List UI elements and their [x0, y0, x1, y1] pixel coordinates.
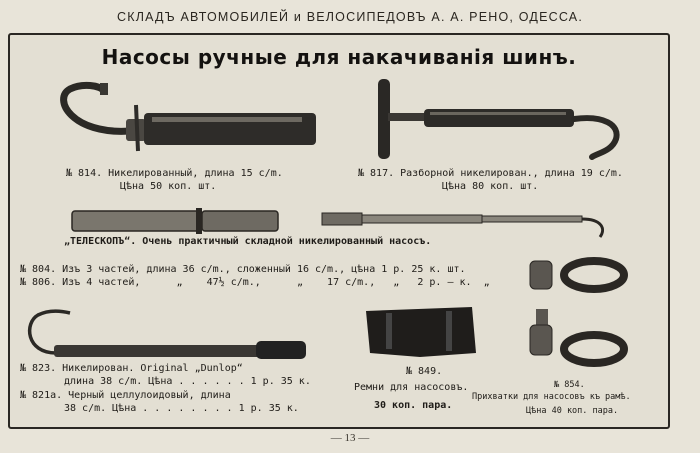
telescope-row-804: № 804. Изъ 3 частей, длина 36 с/m., сложенный 16 с/m., цѣна 1 р. 25 к. шт. [20, 264, 466, 275]
item-817-desc: № 817. Разборной никелирован., длина 19 с/m. [358, 168, 623, 179]
item-854-desc: Прихватки для насосовъ къ рамѣ. [472, 392, 631, 402]
page-title: Насосы ручные для накачиванія шинъ. [101, 45, 577, 69]
item-814-price: Цѣна 50 коп. шт. [120, 181, 217, 192]
item-854-price: Цѣна 40 коп. пара. [526, 406, 619, 416]
item-817-price: Цѣна 80 коп. шт. [442, 181, 539, 192]
pump-817-illustration [372, 73, 632, 165]
page-number: — 13 — [330, 432, 370, 444]
item-854-number: № 854. [554, 380, 585, 390]
telescope-pump-illustration [70, 205, 285, 237]
item-849-price: 30 коп. пара. [374, 400, 453, 411]
item-823-price: длина 38 с/m. Цѣна . . . . . . 1 р. 35 к. [64, 376, 311, 387]
pump-814-illustration [52, 79, 322, 159]
pump-straps-849-illustration [360, 303, 480, 361]
item-849-desc: Ремни для насосовъ. [354, 382, 469, 393]
frame-clamps-854-illustration [522, 253, 632, 379]
item-821a-price: 38 с/m. Цѣна . . . . . . . . 1 р. 35 к. [64, 403, 299, 414]
item-821a-desc: № 821а. Черный целлулоидовый, длина [20, 390, 231, 401]
telescope-heading: „ТЕЛЕСКОПЪ“. Очень практичный складной никелированный насосъ. [64, 236, 432, 247]
item-849-number: № 849. [406, 366, 443, 377]
item-823-desc: № 823. Никелирован. Original „Dunlop“ [20, 363, 243, 374]
page-header: СКЛАДЪ АВТОМОБИЛЕЙ и ВЕЛОСИПЕДОВЪ А. А. РЕНО, ОДЕССА. [116, 10, 583, 24]
pump-823-illustration [20, 305, 312, 363]
item-814-desc: № 814. Никелированный, длина 15 с/m. [66, 168, 283, 179]
catalog-frame [8, 33, 670, 429]
telescope-row-806: № 806. Изъ 4 частей, „ 47½ с/m., „ 17 с/m., „ 2 р. — к. „ [20, 277, 490, 288]
